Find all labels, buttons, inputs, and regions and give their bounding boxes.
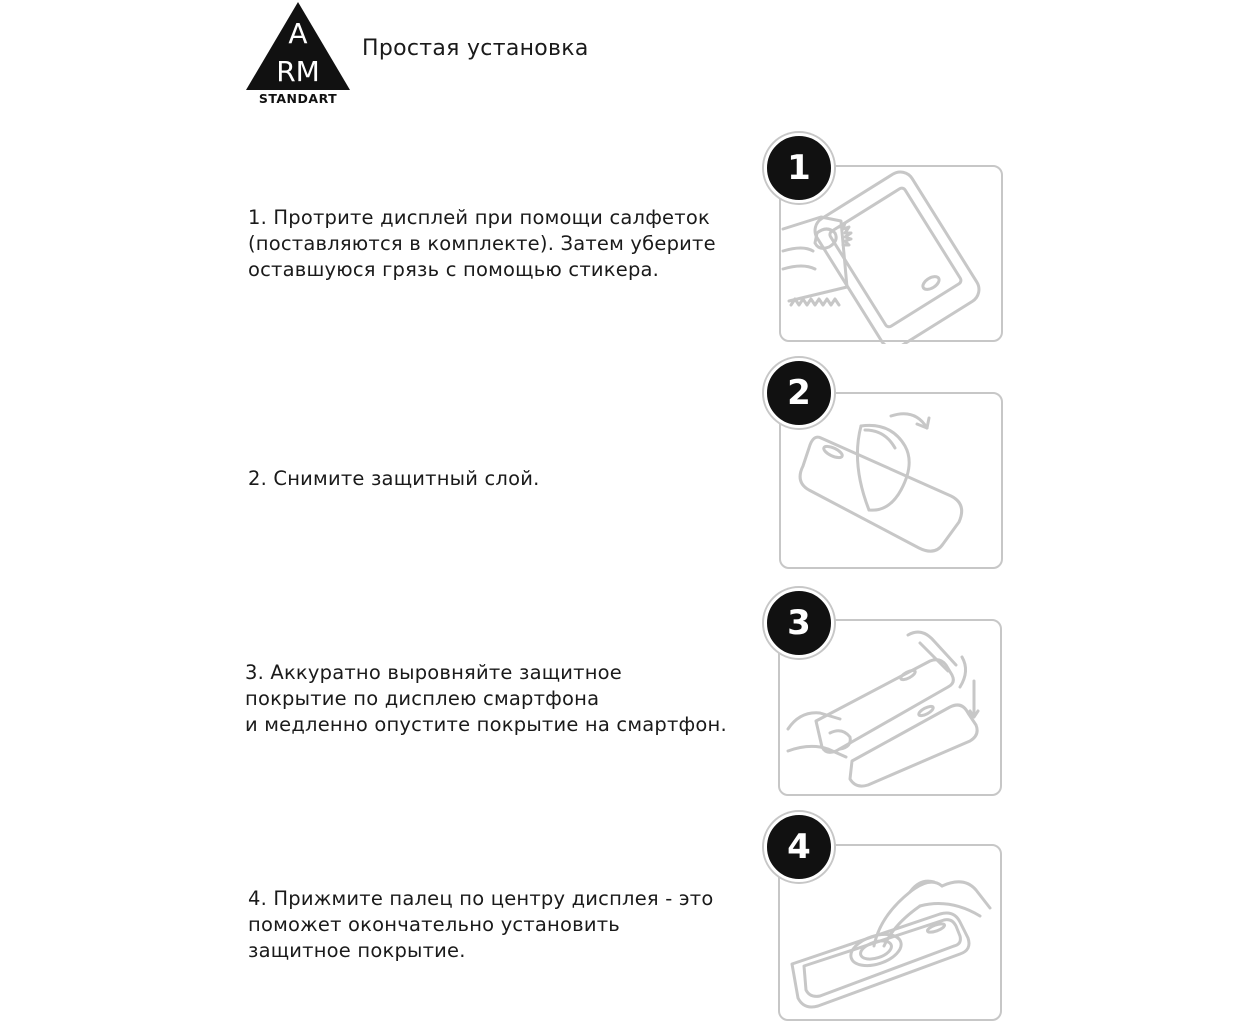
- step-4-line-1: 4. Прижмите палец по центру дисплея - это: [248, 887, 714, 910]
- step-3-text: [245, 660, 727, 738]
- step-2-badge: 2: [764, 358, 834, 428]
- step-2-line-1: 2. Снимите защитный слой.: [248, 467, 540, 490]
- step-3-line-1: 3. Аккуратно выровняйте защитное: [245, 661, 622, 684]
- arm-standart-logo: [246, 0, 352, 106]
- logo-letters-rm: RM: [276, 55, 320, 88]
- step-2-text: [248, 466, 540, 492]
- page-title: Простая установка: [362, 36, 589, 61]
- step-1-badge: 1: [764, 133, 834, 203]
- step-1-line-1: 1. Протрите дисплей при помощи салфеток: [248, 206, 710, 229]
- step-4-line-3: защитное покрытие.: [248, 939, 466, 962]
- step-3-badge: 3: [764, 588, 834, 658]
- step-1-line-2: (поставляются в комплекте). Затем уберите: [248, 232, 716, 255]
- step-3-line-3: и медленно опустите покрытие на смартфон.: [245, 713, 727, 736]
- step-4-line-2: поможет окончательно установить: [248, 913, 620, 936]
- step-4-text: [248, 886, 713, 964]
- logo-wordmark: STANDART: [258, 91, 338, 106]
- step-4-badge: 4: [764, 812, 834, 882]
- step-1-line-3: оставшуюся грязь с помощью стикера.: [248, 258, 660, 281]
- step-3-line-2: покрытие по дисплею смартфона: [245, 687, 600, 710]
- step-1-text: [248, 205, 716, 283]
- logo-letter-a: A: [288, 17, 308, 50]
